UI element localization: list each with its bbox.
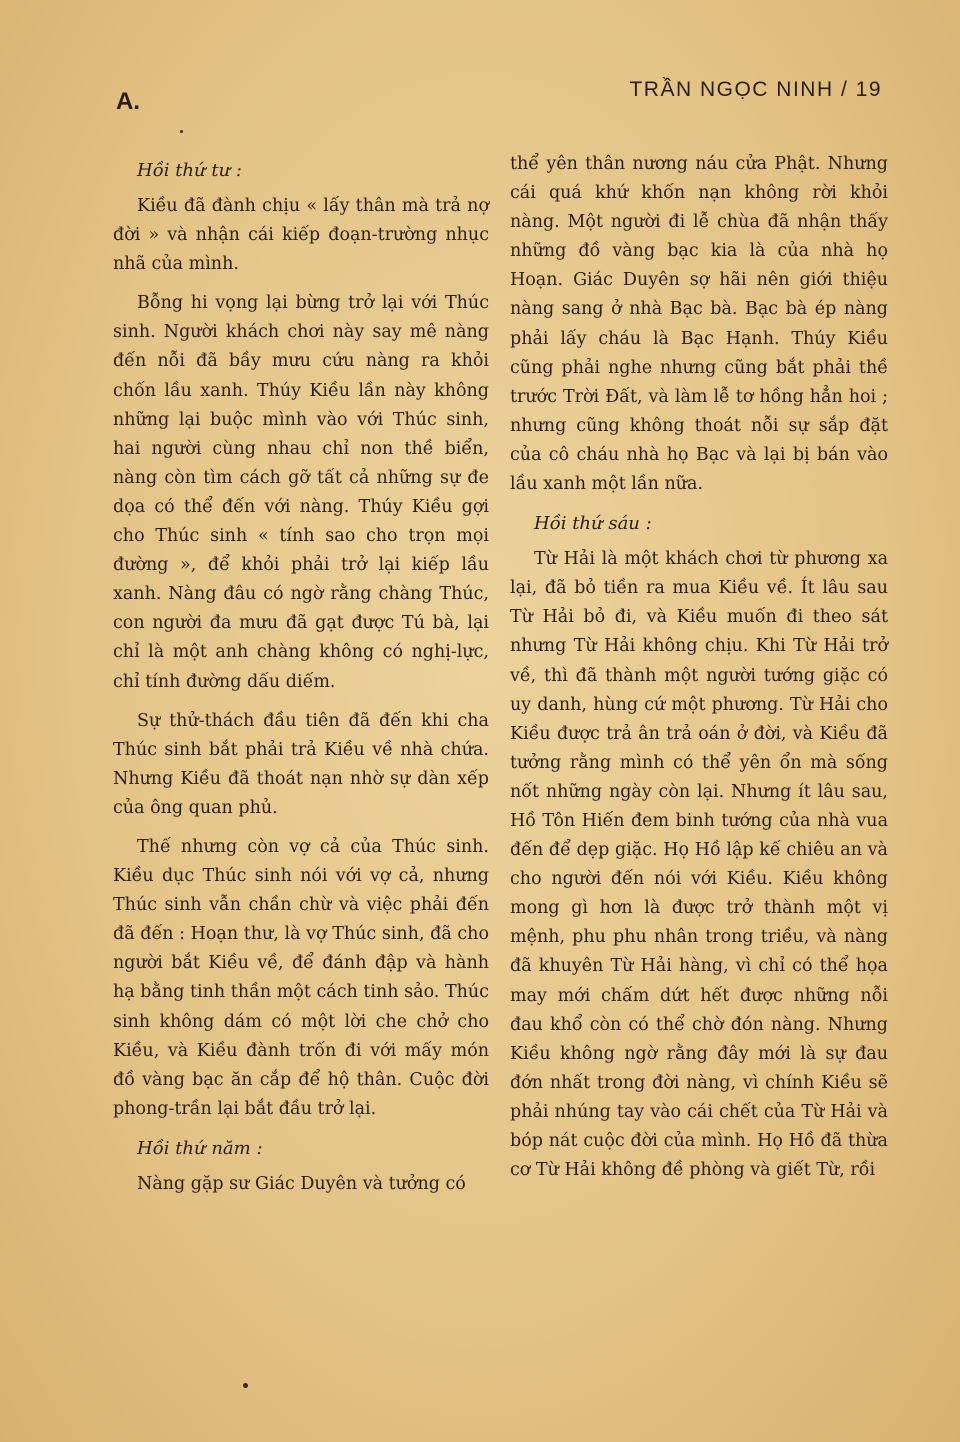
paragraph-continued: thể yên thân nương náu cửa Phật. Nhưng cái quá khứ khốn nạn không rời khỏi nàng. Một người đi lễ chùa đã nhận thấy những đồ vàng bạc kia là của nhà họ Hoạn. Giác Duyên sợ hãi nên giới thiệu nàng sang ở nhà Bạc bà. Bạc bà ép nàng phải lấy cháu là Bạc Hạnh. Thúy Kiều cũng phải nghe nhưng cũng bắt phải thề trước Trời Đất, và làm lễ tơ hồng hẳn hoi ; nhưng cũng không thoát nỗi sự sắp đặt của cô cháu nhà họ Bạc và lại bị bán vào lầu xanh một lần nữa. — [510, 154, 888, 495]
section-heading: Hồi thứ sáu : — [534, 513, 652, 535]
page-mark: A. — [116, 88, 140, 115]
section-heading: Hồi thứ năm : — [137, 1137, 263, 1159]
print-speck — [180, 130, 183, 133]
print-speck — [243, 1383, 248, 1388]
paragraph: Thế nhưng còn vợ cả của Thúc sinh. Kiều dục Thúc sinh nói với vợ cả, nhưng Thúc sinh vẫn chần chừ và việc phải đến đã đến : Hoạn thư, là vợ Thúc sinh, đã cho người bắt Kiều về, để đánh đập và hành hạ bằng tinh thần một cách tinh sảo. Thúc sinh không dám có một lời che chở cho Kiều, và Kiều đành trốn đi với mấy món đồ vàng bạc ăn cắp để hộ thân. Cuộc đời phong-trần lại bắt đầu trở lại. — [113, 836, 489, 1119]
section-heading: Hồi thứ tư : — [137, 160, 242, 181]
paragraph: Từ Hải là một khách chơi từ phương xa lại, đã bỏ tiền ra mua Kiều về. Ít lâu sau Từ Hải bỏ đi, và Kiều muốn đi theo sát nhưng Từ Hải không chịu. Khi Từ Hải trở về, thì đã thành một người tướng giặc có uy danh, hùng cứ một phương. Từ Hải cho Kiều được trả ân trả oán ở đời, và Kiều đã tưởng rằng mình có thể yên ổn mà sống nốt những ngày còn lại. Nhưng ít lâu sau, Hồ Tôn Hiến đem binh tướng của nhà vua đến để dẹp giặc. Họ Hồ lập kế chiêu an và cho người đến nói với Kiều. Kiều không mong gì hơn là được trở thành một vị mệnh, phu phu nhân trong triều, và nàng đã khuyên Từ Hải hàng, vì chỉ có thể họa may mới chấm dứt hết được những nỗi đau khổ còn có thể chờ đón nàng. Nhưng Kiều không ngờ rằng đây mới là sự đau đớn nhất trong đời nàng, vì chính Kiều sẽ phải nhúng tay vào cái chết của Từ Hải và bóp nát cuộc đời của mình. Họ Hồ đã thừa cơ Từ Hải không đề phòng và giết Từ, rồi — [510, 549, 888, 1181]
paragraph: Kiều đã đành chịu « lấy thân mà trả nợ đời » và nhận cái kiếp đoạn-trường nhục nhã của mình. — [113, 196, 489, 275]
running-head: TRẦN NGỌC NINH / 19 — [629, 78, 882, 101]
left-column — [113, 150, 489, 1209]
right-column — [510, 150, 888, 1195]
paragraph: Bỗng hi vọng lại bừng trở lại với Thúc sinh. Người khách chơi này say mê nàng đến nỗi đã bầy mưu cứu nàng ra khỏi chốn lầu xanh. Thúy Kiều lần này không những lại buộc mình vào với Thúc sinh, hai người cùng nhau chỉ non thề biển, nàng còn tìm cách gỡ tất cả những sự đe dọa có thể đến với nàng. Thúy Kiều gợi cho Thúc sinh « tính sao cho trọn mọi đường », để khỏi phải trở lại kiếp lầu xanh. Nàng đâu có ngờ rằng chàng Thúc, con người đa mưu đã gạt được Tú bà, lại chỉ là một anh chàng không có nghị-lực, chỉ tính đường dấu diếm. — [113, 293, 489, 692]
paragraph: Sự thử-thách đầu tiên đã đến khi cha Thúc sinh bắt phải trả Kiều về nhà chứa. Nhưng Kiều đã thoát nạn nhờ sự dàn xếp của ông quan phủ. — [113, 710, 489, 818]
paragraph: Nàng gặp sư Giác Duyên và tưởng có — [137, 1173, 466, 1194]
